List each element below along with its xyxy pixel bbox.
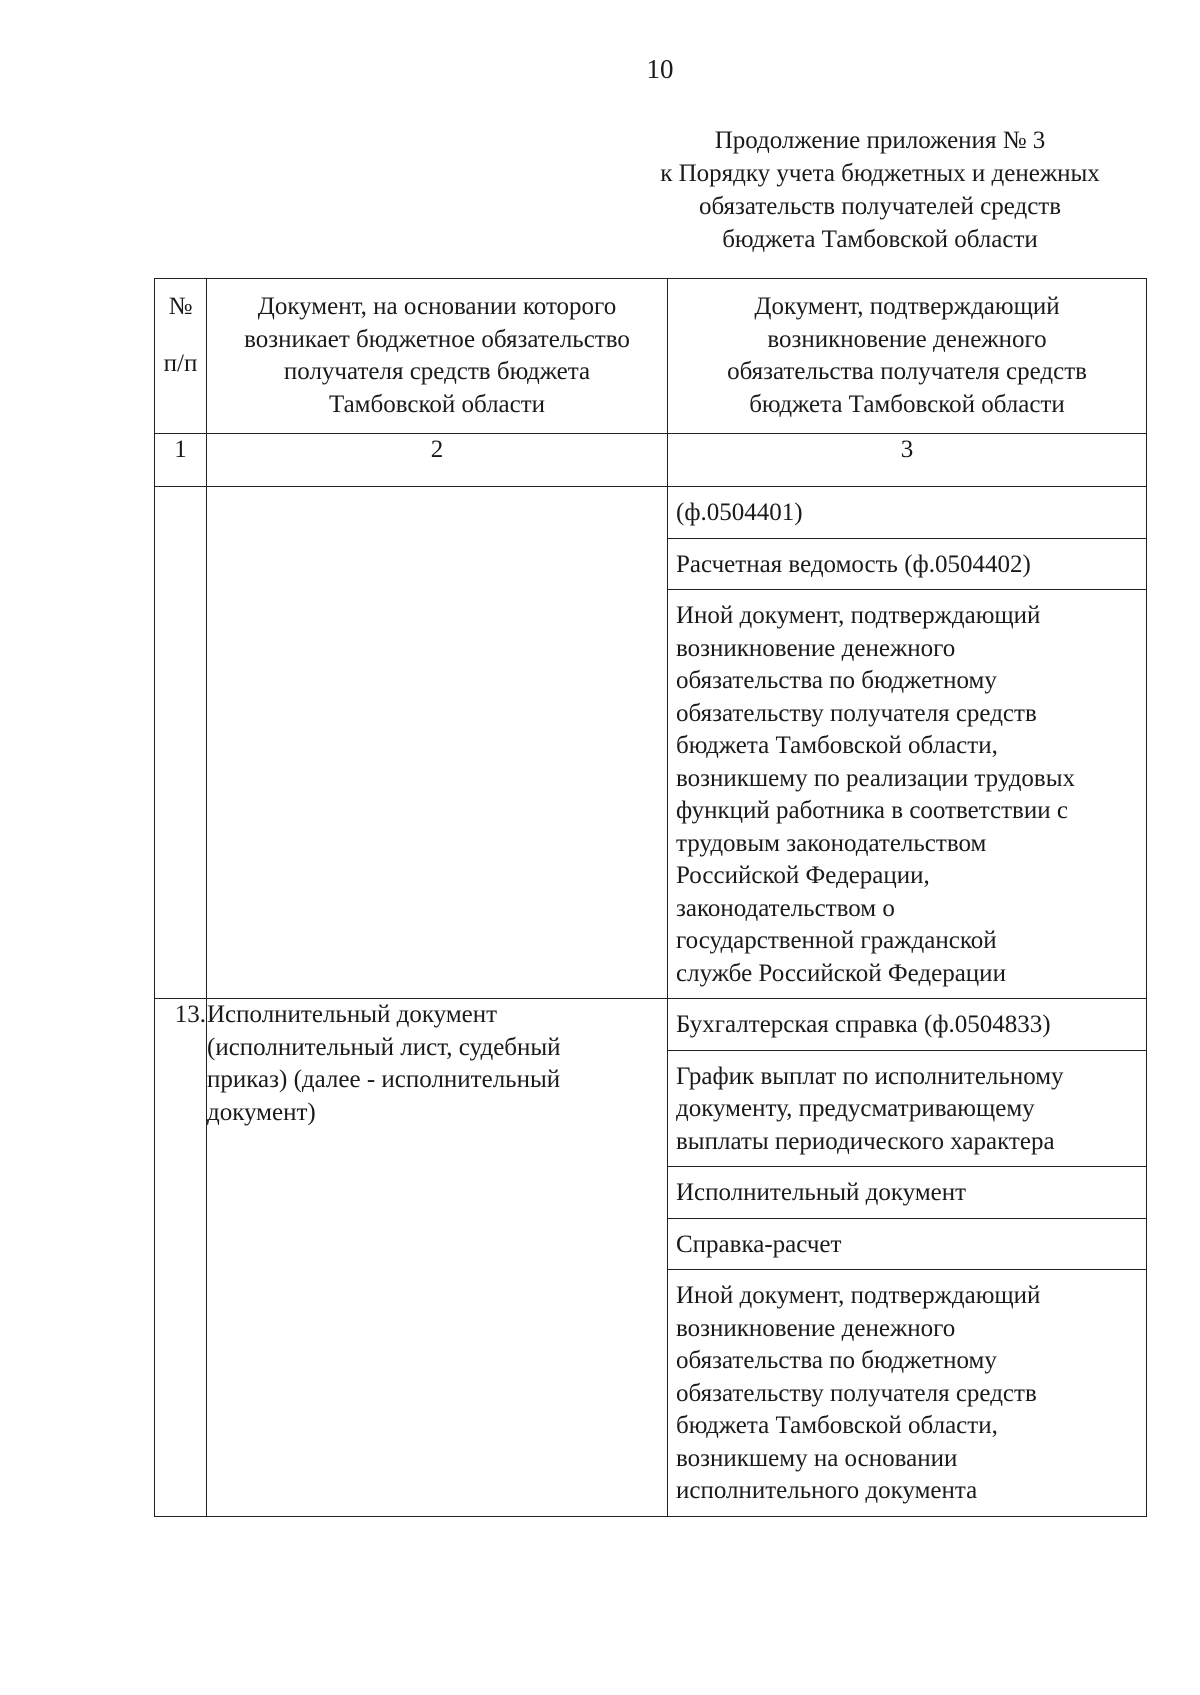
confirming-document-line: Бухгалтерская справка (ф.0504833) <box>676 1011 1051 1038</box>
basis-document-cell <box>207 999 668 1517</box>
confirming-document-line: обязательству получателя средств <box>676 1379 1037 1407</box>
confirming-document-item <box>668 1219 1146 1271</box>
confirming-document-line: возникновение денежного <box>676 634 956 662</box>
confirming-document-line: функций работника в соответствии с <box>676 797 1068 824</box>
row-number <box>155 487 207 999</box>
confirming-document-item <box>668 539 1146 591</box>
confirming-documents-cell <box>668 999 1147 1517</box>
confirming-document-line: государственной гражданской <box>676 927 997 954</box>
confirming-document-item <box>668 1167 1146 1219</box>
confirming-document-line: Иной документ, подтверждающий <box>676 602 1041 629</box>
confirming-document-item <box>668 999 1146 1051</box>
confirming-document-line: исполнительного документа <box>676 1477 978 1504</box>
confirming-document-item <box>668 487 1146 539</box>
confirming-document-line: обязательства по бюджетному <box>676 667 997 694</box>
header-number-line: п/п <box>163 349 198 377</box>
confirming-document-line: законодательством о <box>676 894 895 922</box>
confirming-document-line: возникшему по реализации трудовых <box>676 764 1076 792</box>
basis-document-line: Исполнительный документ <box>207 1001 498 1028</box>
confirming-document-line: бюджета Тамбовской области, <box>676 732 998 759</box>
header-basis-line: Документ, на основании которого <box>257 293 617 320</box>
appendix-note-line: Продолжение приложения № 3 <box>714 127 1046 154</box>
confirming-document-line: обязательству получателя средств <box>676 699 1037 727</box>
basis-document-cell <box>207 487 668 999</box>
header-confirming-document <box>668 279 1147 434</box>
column-number: 2 <box>207 434 668 487</box>
header-basis-document <box>207 279 668 434</box>
table-row <box>155 999 1147 1517</box>
confirming-document-line: Исполнительный документ <box>676 1179 967 1206</box>
header-number-line: № <box>168 293 193 320</box>
confirming-document-item <box>668 590 1146 998</box>
appendix-note-line: к Порядку учета бюджетных и денежных <box>660 160 1100 187</box>
column-number: 1 <box>155 434 207 487</box>
confirming-document-line: Иной документ, подтверждающий <box>676 1282 1041 1309</box>
obligations-table <box>154 278 1147 1517</box>
header-basis-line: возникает бюджетное обязательство <box>244 325 630 353</box>
confirming-document-line: возникшему на основании <box>676 1444 958 1472</box>
column-numbers-row <box>155 434 1147 487</box>
page-number: 10 <box>646 54 674 84</box>
confirming-documents-cell <box>668 487 1147 999</box>
confirming-document-line: обязательства по бюджетному <box>676 1347 997 1374</box>
header-basis-line: Тамбовской области <box>328 390 546 418</box>
basis-document-line: документ) <box>207 1098 316 1126</box>
confirming-document-line: Расчетная ведомость (ф.0504402) <box>676 550 1031 578</box>
confirming-document-item <box>668 1051 1146 1168</box>
appendix-note <box>600 124 1160 256</box>
confirming-document-line: (ф.0504401) <box>676 499 803 526</box>
appendix-note-line: бюджета Тамбовской области <box>722 226 1038 253</box>
basis-document-line: (исполнительный лист, судебный <box>207 1033 561 1061</box>
confirming-document-line: График выплат по исполнительному <box>676 1062 1064 1090</box>
confirming-document-line: выплаты периодического характера <box>676 1127 1055 1155</box>
header-confirming-line: обязательства получателя средств <box>727 358 1087 385</box>
header-confirming-line: возникновение денежного <box>767 325 1047 353</box>
confirming-document-line: Справка-расчет <box>676 1230 842 1258</box>
row-number: 13. <box>155 999 207 1517</box>
appendix-note-line: обязательств получателей средств <box>698 193 1062 220</box>
header-basis-line: получателя средств бюджета <box>283 358 591 385</box>
table-header-row <box>155 279 1147 434</box>
header-confirming-line: Документ, подтверждающий <box>754 293 1060 320</box>
confirming-document-line: возникновение денежного <box>676 1314 956 1342</box>
confirming-document-line: Российской Федерации, <box>676 862 930 889</box>
confirming-document-line: бюджета Тамбовской области, <box>676 1412 998 1439</box>
table-row <box>155 487 1147 999</box>
confirming-document-item <box>668 1270 1146 1516</box>
column-number: 3 <box>668 434 1147 487</box>
confirming-document-line: службе Российской Федерации <box>676 959 1006 987</box>
confirming-document-line: трудовым законодательством <box>676 829 987 857</box>
header-number <box>155 279 207 434</box>
basis-document-line: приказ) (далее - исполнительный <box>207 1066 561 1093</box>
confirming-document-line: документу, предусматривающему <box>676 1095 1035 1122</box>
header-confirming-line: бюджета Тамбовской области <box>749 390 1065 418</box>
